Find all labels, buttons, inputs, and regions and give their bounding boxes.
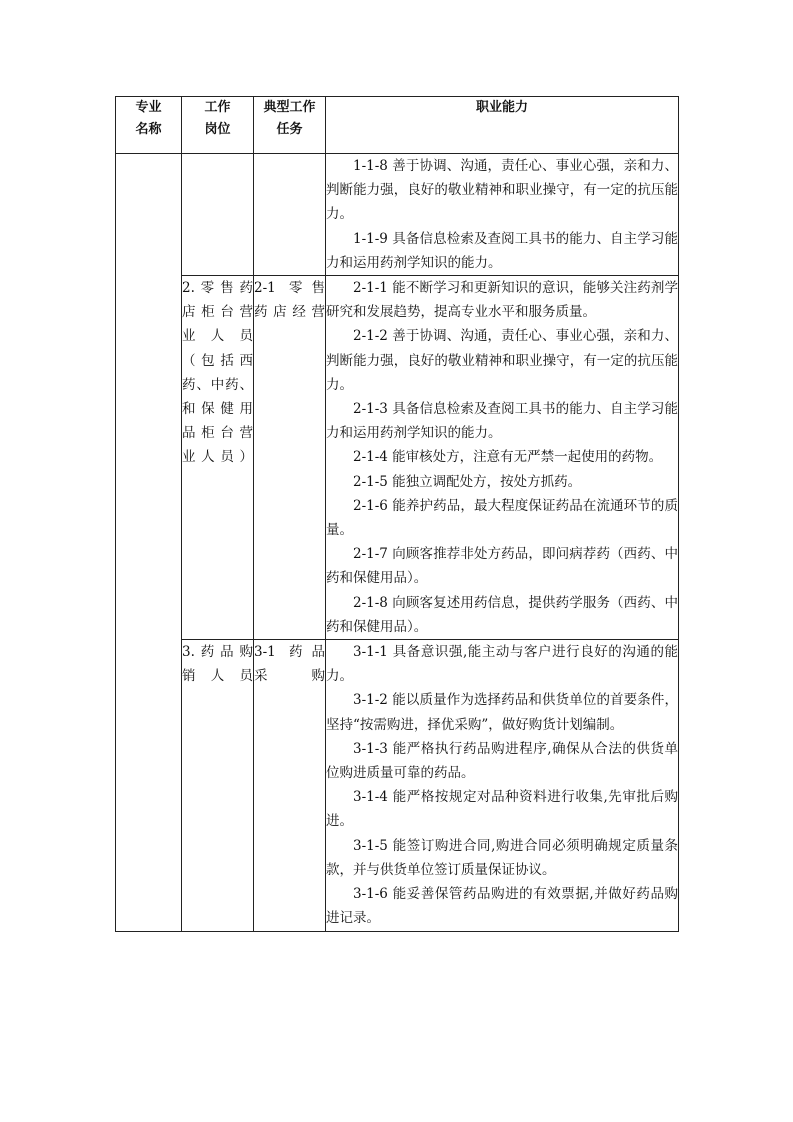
ability-item: 3-1-6 能妥善保管药品购进的有效票据,并做好药品购进记录。 — [326, 886, 678, 927]
ability-item: 2-1-7 向顾客推荐非处方药品，即问病荐药（西药、中药和保健用品）。 — [326, 546, 678, 587]
ability-item: 3-1-3 能严格执行药品购进程序,确保从合法的供货单位购进质量可靠的药品。 — [326, 740, 678, 782]
ability-item: 2-1-6 能养护药品，最大程度保证药品在流通环节的质量。 — [326, 497, 678, 539]
ability-cell — [326, 276, 679, 640]
post-cell — [182, 154, 254, 276]
ability-item: 2-1-3 具备信息检索及查阅工具书的能力、自主学习能力和运用药剂学知识的能力。 — [326, 401, 678, 442]
table-body — [116, 154, 679, 932]
ability-cell — [326, 154, 679, 276]
ability-item: 3-1-4 能严格按规定对品种资料进行收集,先审批后购进。 — [326, 789, 678, 830]
ability-cell — [326, 640, 679, 931]
task-cell: 2-1 零售 药店经营 — [254, 276, 326, 640]
ability-item: 2-1-1 能不断学习和更新知识的意识，能够关注药剂学研究和发展趋势，提高专业水平和服务质量。 — [326, 280, 678, 321]
table-row — [116, 640, 679, 931]
table-row — [116, 154, 679, 276]
header-major: 专业 名称 — [116, 97, 182, 154]
task-cell — [254, 154, 326, 276]
header-ability: 职业能力 — [326, 97, 679, 154]
post-cell: 3.药品购 销人员 — [182, 640, 254, 931]
competency-table — [115, 96, 679, 932]
header-post: 工作 岗位 — [182, 97, 254, 154]
task-cell: 3-1 药品 采购 — [254, 640, 326, 931]
ability-item: 1-1-9 具备信息检索及查阅工具书的能力、自主学习能力和运用药剂学知识的能力。 — [326, 230, 678, 271]
post-cell: 2.零售药 店柜台营 业人员 （包括西 药、中药、 和保健用 品柜台营 业人员） — [182, 276, 254, 640]
ability-item: 2-1-5 能独立调配处方，按处方抓药。 — [353, 473, 582, 490]
ability-item: 3-1-2 能以质量作为选择药品和供货单位的首要条件，坚持“按需购进，择优采购”，做好购货计划编制。 — [326, 692, 678, 733]
ability-item: 1-1-8 善于协调、沟通，责任心、事业心强，亲和力、判断能力强，良好的敬业精神和职业操守，有一定的抗压能力。 — [326, 158, 678, 223]
ability-item: 2-1-4 能审核处方，注意有无严禁一起使用的药物。 — [353, 449, 663, 466]
table-row — [116, 276, 679, 640]
ability-item: 2-1-8 向顾客复述用药信息，提供药学服务（西药、中药和保健用品）。 — [326, 594, 678, 635]
table-header-row — [116, 97, 679, 154]
header-task: 典型工作 任务 — [254, 97, 326, 154]
ability-item: 3-1-5 能签订购进合同,购进合同必须明确规定质量条款，并与供货单位签订质量保证协议。 — [326, 837, 678, 878]
ability-item: 2-1-2 善于协调、沟通，责任心、事业心强，亲和力、判断能力强，良好的敬业精神和职业操守，有一定的抗压能力。 — [326, 328, 678, 393]
major-cell — [116, 154, 182, 932]
ability-item: 3-1-1 具备意识强,能主动与客户进行良好的沟通的能力。 — [326, 644, 678, 685]
